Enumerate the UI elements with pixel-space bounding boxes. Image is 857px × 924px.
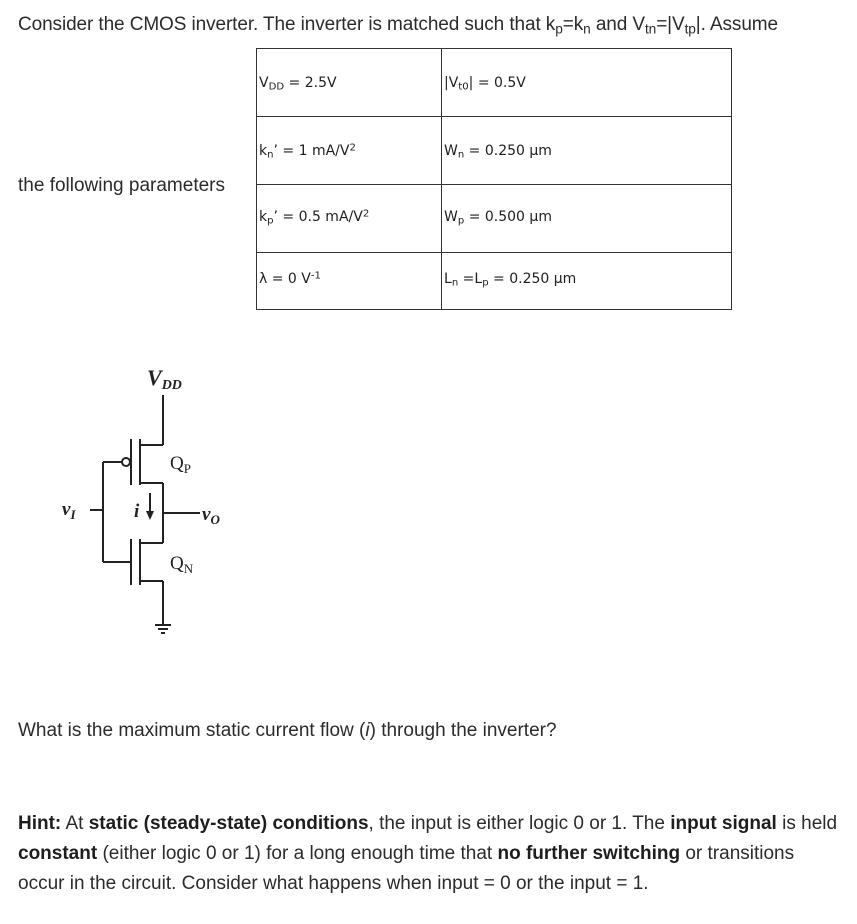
vo-label: $v_O$ xyxy=(202,504,220,527)
params-label: the following parameters xyxy=(18,175,225,196)
cmos-inverter-diagram xyxy=(60,355,280,655)
vdd-label: VDD xyxy=(147,365,182,393)
current-label: i xyxy=(134,501,140,522)
current-arrow-icon xyxy=(146,511,154,520)
parameter-table xyxy=(256,48,732,310)
question-text: What is the maximum static current flow (i) through the inverter? xyxy=(18,720,557,741)
vi-label: $v_I$ xyxy=(62,499,76,522)
param-kp: $k_p$’ = 0.5 $mA/V^2$ xyxy=(257,185,442,253)
param-kn: $k_n$’ = 1 $mA/V^2$ xyxy=(257,117,442,185)
intro-text: Consider the CMOS inverter. The inverter is matched such that $k_p=k_n$ and $V_{tn}=|V_{tp}|$. Assume xyxy=(18,14,778,37)
param-wn: $W_n = 0.250$ µm xyxy=(442,117,732,185)
param-lambda: λ = 0 $V^{-1}$ xyxy=(257,253,442,310)
qp-label: $Q_P$ xyxy=(170,453,191,476)
param-length: $L_n =L_p = 0.250$ µm xyxy=(442,253,732,310)
param-vto: $|V_{t0}| = 0.5V$ xyxy=(442,49,732,117)
param-vdd: $V_{DD} = 2.5V$ xyxy=(257,49,442,117)
hint-text: Hint: At static (steady-state) conditions, the input is either logic 0 or 1. The input signal is held constant (either logic 0 or 1) for a long enough time that no further switching or transitions occur in the circuit. Consider what happens when input = 0 or the input = 1. xyxy=(18,813,838,894)
param-wp: $W_p = 0.500$ µm xyxy=(442,185,732,253)
qn-label: $Q_N$ xyxy=(170,553,194,576)
